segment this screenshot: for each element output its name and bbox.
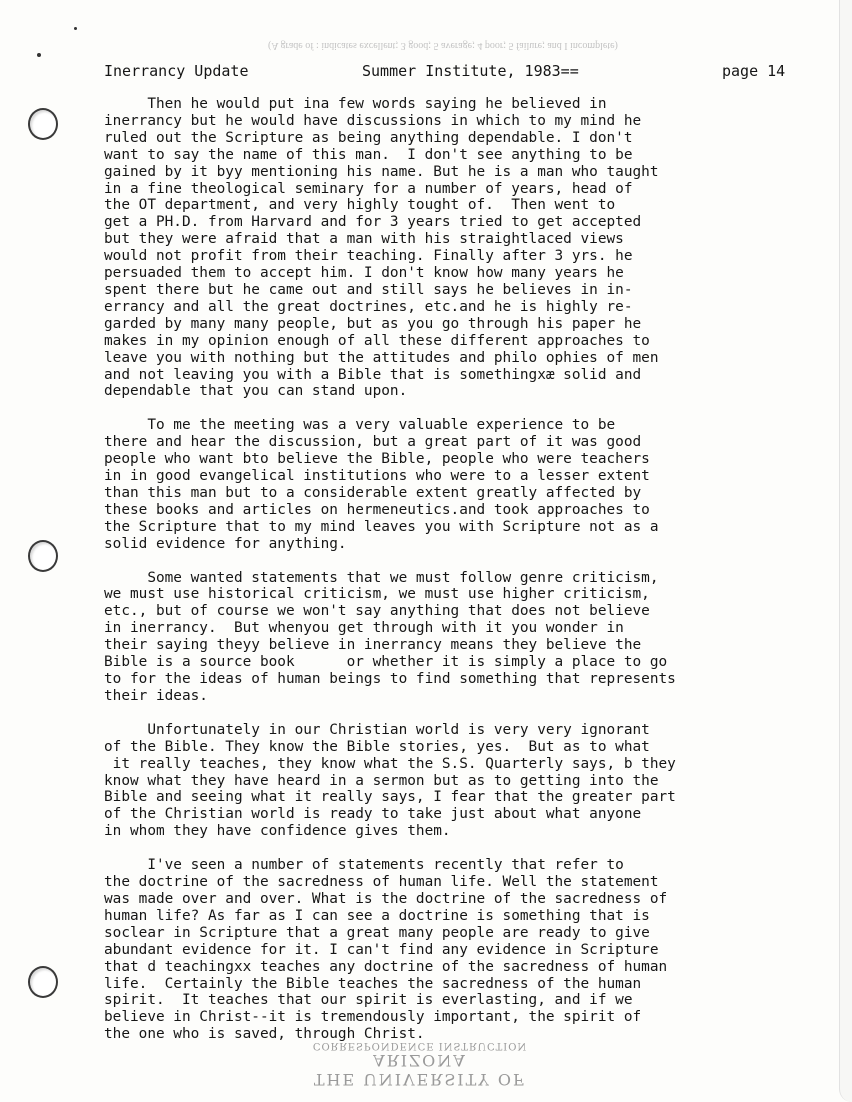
page-number: page 14 [722, 62, 786, 80]
paragraph: I've seen a number of statements recently that refer to the doctrine of the sacredness of human life. Well the statement was made over and over. What is the doctrine of the sacredness of human life? As far as I can see a doctrine is something that is soclear in Scripture that a great many people are ready to give abundant evidence for it. I can't find any evidence in Scripture that d teachingxx teaches any doctrine of the sacredness of human life. Certainly the Bible teaches the sacredness of the human spirit. It teaches that our spirit is everlasting, and if we believe in Christ--it is tremendously important, the spirit of the one who is saved, through Christ. [104, 857, 668, 1043]
page-header [104, 62, 804, 82]
ink-speck [74, 27, 77, 30]
paragraph: Unfortunately in our Christian world is very very ignorant of the Bible. They know the Bible stories, yes. But as to what it really teaches, they know what the S.S. Quarterly says, b they know what they have heard in a sermon but as to getting into the Bible and seeing what it really says, I fear that the greater part of the Christian world is ready to take just about what anyone in whom they have confidence gives them. [104, 721, 676, 840]
bleed-through-text: (A grade of : indicates excellent; 3 good; 5 average; 4 poor; 5 failure; and I incomplete) [268, 40, 618, 51]
paragraph: Some wanted statements that we must follow genre criticism, we must use historical criticism, we must use higher criticism, etc., but of course we won't say anything that does not believe in inerrancy. But whenyou get through with it you wonder in their saying theyy believe in inerrancy means they believe the Bible is a source book or whether it is simply a place to go to for the ideas of human beings to find something that represents their ideas. [104, 569, 676, 704]
punch-hole-bottom [28, 966, 58, 998]
punch-hole-middle [28, 540, 58, 572]
paragraph: Then he would put ina few words saying he believed in inerrancy but he would have discussions in which to my mind he ruled out the Scripture as being anything dependable. I don't want to say the name of this man. I don't see anything to be gained by it byy mentioning his name. But he is a man who taught in a fine theological seminary for a number of years, head of the OT department, and very highly tought of. Then went to get a PH.D. from Harvard and for 3 years tried to get accepted but they were afraid that a man with his straightlaced views would not profit from their teaching. Finally after 3 yrs. he persuaded them to accept him. I don't know how many years he spent there but he came out and still says he believes in in- errancy and all the great doctrines, etc.and he is highly re- garded by many many people, but as you go through his paper he makes in my opinion enough of all these different approaches to leave you with nothing but the attitudes and philo ophies of men and not leaving you with a Bible that is somethingxæ solid and dependable that you can stand upon. [104, 96, 659, 400]
punch-hole-top [28, 108, 58, 140]
university-stamp [270, 1040, 570, 1091]
paragraph: To me the meeting was a very valuable experience to be there and hear the discussion, but a great part of it was good people who want bto believe the Bible, people who were teachers in in good evangelical institutions who were to a lesser extent than this man but to a considerable extent greatly affected by these books and articles on hermeneutics.and took approaches to the Scripture that to my mind leaves you with Scripture not as a solid evidence for anything. [104, 417, 659, 552]
stamp-department: CORRESPONDENCE INSTRUCTION [312, 1040, 528, 1051]
body-text [104, 96, 794, 1060]
header-title: Inerrancy Update [104, 62, 249, 80]
header-event: Summer Institute, 1983== [362, 62, 579, 80]
stamp-university: THE UNIVERSITY OF ARIZONA [313, 1051, 527, 1089]
ink-speck [37, 53, 41, 57]
page-edge [839, 0, 852, 1102]
